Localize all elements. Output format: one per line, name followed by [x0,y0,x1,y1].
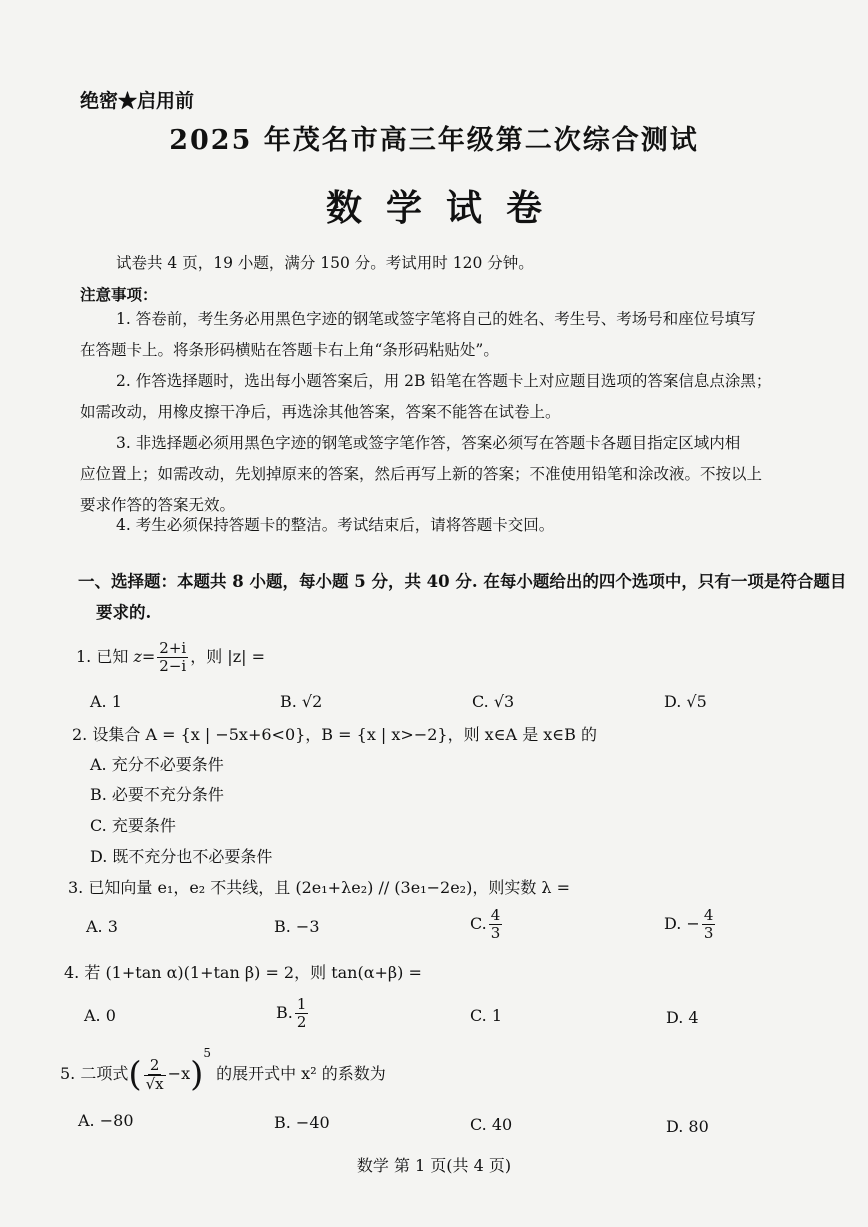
q3-option-c-label: C. [470,914,487,933]
q3-option-d-label: D. − [664,914,700,933]
q4-option-b-fraction [295,996,309,1031]
q3-option-c [470,907,504,942]
q1-numerator: 2+i [159,639,187,657]
q1-variable: z [133,647,142,666]
q5-denominator: √x [145,1074,164,1093]
note-2-line-2: 如需改动，用橡皮擦干净后，再选涂其他答案，答案不能答在试卷上。 [80,403,561,421]
q5-right-paren: ) [190,1054,204,1095]
q3-d-denominator: 3 [703,924,714,942]
q4-option-a: A. 0 [84,1006,116,1025]
q3-c-denominator: 3 [490,924,501,942]
q1-tail: ，则 |z| = [190,647,266,666]
note-1-line-1: 1. 答卷前，考生务必用黑色字迹的钢笔或签字笔将自己的姓名、考生号、考场号和座位号填写 [116,310,756,328]
exam-intro: 试卷共 4 页，19 小题，满分 150 分。考试用时 120 分钟。 [116,254,534,272]
q5-option-b: B. −40 [274,1113,330,1132]
note-3-line-3: 要求作答的答案无效。 [80,496,236,514]
q1-equals: = [141,647,156,666]
q1-option-d: D. √5 [664,692,707,711]
q1-option-a: A. 1 [90,692,122,711]
q3-option-d-fraction [702,907,716,942]
section-1-heading-line-2: 要求的. [96,603,152,622]
notes-title: 注意事项： [80,285,158,304]
q3-option-d [664,907,717,942]
confidential-label: 绝密★启用前 [80,90,195,112]
q3-option-c-fraction [489,907,503,942]
exam-title: 2025 年茂名市高三年级第二次综合测试 [169,125,699,156]
q5-prefix: 5. 二项式 [60,1064,129,1083]
q4-option-b-label: B. [276,1003,293,1022]
q3-d-numerator: 4 [703,906,714,924]
subject-title: 数学试卷 [325,187,566,229]
q4-option-b [276,996,310,1031]
q5-option-c: C. 40 [470,1115,513,1134]
question-1-stem [76,640,265,675]
q1-option-c: C. √3 [472,692,515,711]
note-3-line-1: 3. 非选择题必须用黑色字迹的钢笔或签字笔作答，答案必须写在答题卡各题目指定区域内相 [116,434,741,452]
question-3-stem: 3. 已知向量 e₁，e₂ 不共线，且 (2e₁+λe₂) // (3e₁−2e₂)，则实数 λ = [68,878,571,897]
q3-option-b: B. −3 [274,917,320,936]
note-2-line-1: 2. 作答选择题时，选出每小题答案后，用 2B 铅笔在答题卡上对应题目选项的答案信息点涂黑； [116,372,772,390]
q2-option-b: B. 必要不充分条件 [90,785,224,804]
q5-middle: −x [167,1064,191,1083]
note-1-line-2: 在答题卡上。将条形码横贴在答题卡右上角“条形码粘贴处”。 [80,341,499,359]
question-2-stem: 2. 设集合 A = {x | −5x+6<0}，B = {x | x>−2}，则 x∈A 是 x∈B 的 [72,725,597,744]
question-5-stem [60,1046,386,1093]
q2-option-d: D. 既不充分也不必要条件 [90,847,273,866]
note-3-line-2: 应位置上；如需改动，先划掉原来的答案，然后再写上新的答案；不准使用铅笔和涂改液。不按以上 [80,465,763,483]
q3-option-a: A. 3 [86,917,118,936]
q2-option-a: A. 充分不必要条件 [90,755,224,774]
q3-c-numerator: 4 [490,906,501,924]
q5-exponent: 5 [203,1046,211,1060]
q5-numerator: 2 [149,1055,160,1074]
q5-option-a: A. −80 [78,1111,134,1130]
q4-b-denominator: 2 [296,1013,307,1031]
q4-option-c: C. 1 [470,1006,503,1025]
q1-fraction [157,640,188,675]
q5-tail: 的展开式中 x² 的系数为 [211,1064,386,1083]
q2-option-c: C. 充要条件 [90,816,176,835]
q5-fraction [144,1057,166,1093]
page-footer: 数学 第 1 页(共 4 页) [356,1156,512,1175]
section-1-heading-line-1: 一、选择题：本题共 8 小题，每小题 5 分，共 40 分. 在每小题给出的四个选项中，只有一项是符合题目 [78,572,847,591]
q5-option-d: D. 80 [666,1117,709,1136]
q5-left-paren: ( [128,1054,142,1095]
q4-option-d: D. 4 [666,1008,699,1027]
q4-b-numerator: 1 [296,995,307,1013]
q1-denominator: 2−i [159,657,187,675]
q1-prefix: 1. 已知 [76,647,134,666]
q1-option-b: B. √2 [280,692,323,711]
question-4-stem: 4. 若 (1+tan α)(1+tan β) = 2，则 tan(α+β) = [64,963,422,982]
note-4: 4. 考生必须保持答题卡的整洁。考试结束后，请将答题卡交回。 [116,516,555,534]
